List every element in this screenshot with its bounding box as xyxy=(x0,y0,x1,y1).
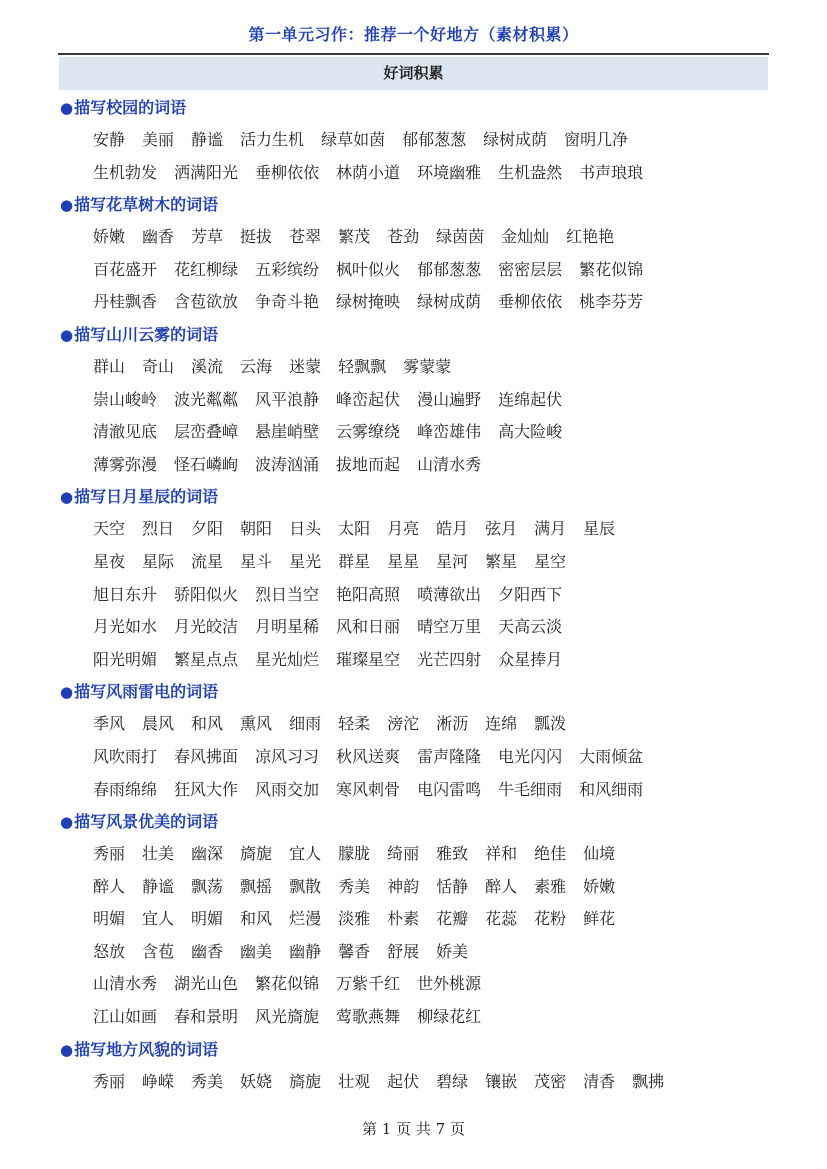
word-item: 夕阳西下 xyxy=(498,584,563,604)
word-item: 娇嫩 xyxy=(583,876,616,896)
section-heading xyxy=(0,1034,827,1066)
word-item: 星辰 xyxy=(583,519,616,539)
word-item: 峰峦雄伟 xyxy=(417,422,482,442)
word-item: 旖旎 xyxy=(289,1071,322,1091)
word-item: 熏风 xyxy=(240,714,273,734)
word-item: 湖光山色 xyxy=(174,974,239,994)
word-row xyxy=(0,644,827,677)
word-item: 怪石嶙峋 xyxy=(174,454,239,474)
word-item: 秀美 xyxy=(338,876,371,896)
word-item: 镶嵌 xyxy=(485,1071,518,1091)
word-item: 幽静 xyxy=(289,941,322,961)
section-heading xyxy=(0,189,827,221)
word-item: 花瓣 xyxy=(436,909,469,929)
word-item: 起伏 xyxy=(387,1071,420,1091)
word-item: 郁郁葱葱 xyxy=(402,130,467,149)
word-item: 茂密 xyxy=(534,1071,567,1091)
word-row xyxy=(0,384,827,417)
bullet-icon: ● xyxy=(60,813,74,832)
word-row xyxy=(0,903,827,936)
word-item: 江山如画 xyxy=(93,1007,158,1027)
word-item: 清澈见底 xyxy=(93,422,158,442)
word-item: 奇山 xyxy=(142,356,175,376)
word-item: 繁星点点 xyxy=(174,649,239,669)
word-row xyxy=(0,968,827,1001)
section-heading-text: 描写校园的词语 xyxy=(74,98,187,117)
word-item: 宜人 xyxy=(142,909,175,929)
word-item: 繁花似锦 xyxy=(255,974,320,994)
word-item: 垂柳依依 xyxy=(498,292,563,312)
word-item: 绿树掩映 xyxy=(336,292,401,312)
word-item: 风平浪静 xyxy=(255,389,320,409)
word-item: 祥和 xyxy=(485,844,518,864)
word-item: 醉人 xyxy=(93,876,126,896)
word-item: 月明星稀 xyxy=(255,617,320,637)
word-item: 绝佳 xyxy=(534,844,567,864)
word-item: 风光旖旎 xyxy=(255,1007,320,1027)
word-row xyxy=(0,579,827,612)
word-row xyxy=(0,774,827,807)
word-item: 晨风 xyxy=(142,714,175,734)
word-item: 雅致 xyxy=(436,844,469,864)
word-item: 滂沱 xyxy=(387,714,420,734)
word-item: 绮丽 xyxy=(387,844,420,864)
word-row xyxy=(0,351,827,384)
word-item: 朦胧 xyxy=(338,844,371,864)
word-item: 神韵 xyxy=(387,876,420,896)
word-item: 天高云淡 xyxy=(498,617,563,637)
word-item: 日头 xyxy=(289,519,322,539)
word-item: 挺拔 xyxy=(240,227,273,247)
word-item: 枫叶似火 xyxy=(336,259,401,279)
word-item: 烈日 xyxy=(142,519,175,539)
word-row xyxy=(0,513,827,546)
word-item: 山清水秀 xyxy=(417,454,482,474)
section-heading-text: 描写花草树木的词语 xyxy=(74,195,219,215)
word-item: 幽香 xyxy=(142,227,175,247)
word-item: 峥嵘 xyxy=(142,1071,175,1091)
word-item: 飘荡 xyxy=(191,876,224,896)
word-row xyxy=(0,416,827,449)
word-item: 波涛汹涌 xyxy=(255,454,320,474)
word-item: 明媚 xyxy=(93,909,126,929)
word-item: 悬崖峭壁 xyxy=(255,422,320,442)
word-item: 静谧 xyxy=(142,876,175,896)
section-heading xyxy=(0,92,827,124)
word-item: 舒展 xyxy=(387,941,420,961)
word-item: 云雾缭绕 xyxy=(336,422,401,442)
word-item: 安静 xyxy=(93,130,126,149)
section-heading xyxy=(0,481,827,513)
word-item: 丹桂飘香 xyxy=(93,292,158,312)
word-item: 壮美 xyxy=(142,844,175,864)
word-item: 百花盛开 xyxy=(93,259,158,279)
word-item: 生机盎然 xyxy=(498,162,563,182)
word-item: 飘拂 xyxy=(632,1071,665,1091)
section-heading-text: 描写日月星辰的词语 xyxy=(74,487,219,507)
word-item: 幽深 xyxy=(191,844,224,864)
word-item: 艳阳高照 xyxy=(336,584,401,604)
word-row xyxy=(0,254,827,287)
word-item: 电闪雷鸣 xyxy=(417,779,482,799)
word-item: 朝阳 xyxy=(240,519,273,539)
section-heading xyxy=(0,676,827,708)
word-item: 流星 xyxy=(191,551,224,571)
word-item: 凉风习习 xyxy=(255,746,320,766)
word-item: 旭日东升 xyxy=(93,584,158,604)
word-item: 迷蒙 xyxy=(289,356,322,376)
word-item: 绿草如茵 xyxy=(321,130,386,149)
word-item: 金灿灿 xyxy=(501,227,550,247)
bullet-icon: ● xyxy=(60,325,74,344)
word-item: 恬静 xyxy=(436,876,469,896)
section-banner: 好词积累 xyxy=(59,57,768,90)
word-item: 含苞欲放 xyxy=(174,292,239,312)
word-item: 静谧 xyxy=(191,130,224,149)
word-item: 淡雅 xyxy=(338,909,371,929)
word-item: 狂风大作 xyxy=(174,779,239,799)
word-item: 星际 xyxy=(142,551,175,571)
word-item: 幽美 xyxy=(240,941,273,961)
word-row xyxy=(0,1066,827,1099)
word-item: 活力生机 xyxy=(240,130,305,149)
word-item: 风和日丽 xyxy=(336,617,401,637)
title-divider xyxy=(58,53,769,55)
word-item: 风吹雨打 xyxy=(93,746,158,766)
word-item: 春和景明 xyxy=(174,1007,239,1027)
word-item: 秋风送爽 xyxy=(336,746,401,766)
word-item: 光芒四射 xyxy=(417,649,482,669)
word-item: 飘散 xyxy=(289,876,322,896)
word-item: 群星 xyxy=(338,551,371,571)
word-item: 繁茂 xyxy=(338,227,371,247)
word-item: 季风 xyxy=(93,714,126,734)
word-row xyxy=(0,708,827,741)
word-item: 雾蒙蒙 xyxy=(403,356,452,376)
word-item: 宜人 xyxy=(289,844,322,864)
word-item: 太阳 xyxy=(338,519,371,539)
word-item: 繁花似锦 xyxy=(579,259,644,279)
bullet-icon: ● xyxy=(60,1040,74,1059)
word-item: 娇嫩 xyxy=(93,227,126,247)
word-item: 生机勃发 xyxy=(93,162,158,182)
word-item: 璀璨星空 xyxy=(336,649,401,669)
word-item: 朴素 xyxy=(387,909,420,929)
section-heading-text: 描写风景优美的词语 xyxy=(74,812,219,832)
word-item: 烈日当空 xyxy=(255,584,320,604)
word-item: 细雨 xyxy=(289,714,322,734)
word-item: 崇山峻岭 xyxy=(93,389,158,409)
word-item: 溪流 xyxy=(191,356,224,376)
word-item: 桃李芬芳 xyxy=(579,292,644,312)
word-item: 星斗 xyxy=(240,551,273,571)
word-item: 馨香 xyxy=(338,941,371,961)
word-item: 绿树成荫 xyxy=(417,292,482,312)
word-item: 连绵 xyxy=(485,714,518,734)
word-item: 众星捧月 xyxy=(498,649,563,669)
word-item: 苍翠 xyxy=(289,227,322,247)
section-heading-text: 描写山川云雾的词语 xyxy=(74,324,219,344)
word-item: 芳草 xyxy=(191,227,224,247)
word-item: 和风 xyxy=(191,714,224,734)
word-item: 妖娆 xyxy=(240,1071,273,1091)
word-item: 天空 xyxy=(93,519,126,539)
word-item: 烂漫 xyxy=(289,909,322,929)
word-row xyxy=(0,449,827,482)
bullet-icon: ● xyxy=(60,196,74,215)
word-item: 星河 xyxy=(436,551,469,571)
word-item: 月亮 xyxy=(387,519,420,539)
word-item: 洒满阳光 xyxy=(174,162,239,182)
word-item: 高大险峻 xyxy=(498,422,563,442)
word-item: 皓月 xyxy=(436,519,469,539)
word-item: 飘摇 xyxy=(240,876,273,896)
word-item: 寒风刺骨 xyxy=(336,779,401,799)
word-item: 喷薄欲出 xyxy=(417,584,482,604)
word-item: 清香 xyxy=(583,1071,616,1091)
word-item: 美丽 xyxy=(142,130,175,149)
word-item: 群山 xyxy=(93,356,126,376)
word-item: 春风拂面 xyxy=(174,746,239,766)
word-item: 风雨交加 xyxy=(255,779,320,799)
word-item: 争奇斗艳 xyxy=(255,292,320,312)
word-item: 和风细雨 xyxy=(579,779,644,799)
word-item: 牛毛细雨 xyxy=(498,779,563,799)
word-item: 满月 xyxy=(534,519,567,539)
word-item: 花红柳绿 xyxy=(174,259,239,279)
word-item: 星夜 xyxy=(93,551,126,571)
word-item: 电光闪闪 xyxy=(498,746,563,766)
word-row xyxy=(0,871,827,904)
word-row xyxy=(0,157,827,190)
word-item: 层峦叠嶂 xyxy=(174,422,239,442)
word-row xyxy=(0,936,827,969)
word-item: 骄阳似火 xyxy=(174,584,239,604)
word-item: 旖旎 xyxy=(240,844,273,864)
word-item: 绿树成荫 xyxy=(483,130,548,149)
word-item: 阳光明媚 xyxy=(93,649,158,669)
word-item: 山清水秀 xyxy=(93,974,158,994)
word-item: 和风 xyxy=(240,909,273,929)
word-item: 绿茵茵 xyxy=(436,227,485,247)
word-item: 云海 xyxy=(240,356,273,376)
word-item: 密密层层 xyxy=(498,259,563,279)
bullet-icon: ● xyxy=(60,488,74,507)
word-item: 弦月 xyxy=(485,519,518,539)
word-item: 鲜花 xyxy=(583,909,616,929)
word-item: 醉人 xyxy=(485,876,518,896)
word-item: 碧绿 xyxy=(436,1071,469,1091)
word-item: 星星 xyxy=(387,551,420,571)
word-item: 波光粼粼 xyxy=(174,389,239,409)
word-item: 素雅 xyxy=(534,876,567,896)
word-row xyxy=(0,221,827,254)
word-item: 林荫小道 xyxy=(336,162,401,182)
word-item: 怒放 xyxy=(93,941,126,961)
word-row xyxy=(0,611,827,644)
section-heading-text: 描写地方风貌的词语 xyxy=(74,1039,219,1059)
section-heading xyxy=(0,319,827,351)
word-item: 瓢泼 xyxy=(534,714,567,734)
word-row xyxy=(0,124,827,157)
word-item: 窗明几净 xyxy=(564,130,629,149)
word-item: 晴空万里 xyxy=(417,617,482,637)
word-item: 垂柳依依 xyxy=(255,162,320,182)
word-item: 繁星 xyxy=(485,551,518,571)
word-item: 星光灿烂 xyxy=(255,649,320,669)
word-item: 月光如水 xyxy=(93,617,158,637)
word-sections xyxy=(0,92,827,1098)
word-item: 苍劲 xyxy=(387,227,420,247)
section-heading xyxy=(0,806,827,838)
word-item: 娇美 xyxy=(436,941,469,961)
word-item: 莺歌燕舞 xyxy=(336,1007,401,1027)
word-item: 明媚 xyxy=(191,909,224,929)
word-row xyxy=(0,1001,827,1034)
word-row xyxy=(0,546,827,579)
document-title: 第一单元习作：推荐一个好地方（素材积累） xyxy=(248,25,579,44)
word-item: 世外桃源 xyxy=(417,974,482,994)
word-item: 花粉 xyxy=(534,909,567,929)
word-item: 峰峦起伏 xyxy=(336,389,401,409)
word-item: 拔地而起 xyxy=(336,454,401,474)
word-item: 轻飘飘 xyxy=(338,356,387,376)
word-item: 壮观 xyxy=(338,1071,371,1091)
word-item: 郁郁葱葱 xyxy=(417,259,482,279)
word-item: 秀丽 xyxy=(93,1071,126,1091)
word-item: 万紫千红 xyxy=(336,974,401,994)
word-item: 柳绿花红 xyxy=(417,1007,482,1027)
word-item: 书声琅琅 xyxy=(579,162,644,182)
word-item: 环境幽雅 xyxy=(417,162,482,182)
word-item: 仙境 xyxy=(583,844,616,864)
word-row xyxy=(0,838,827,871)
word-item: 月光皎洁 xyxy=(174,617,239,637)
word-item: 星光 xyxy=(289,551,322,571)
word-item: 连绵起伏 xyxy=(498,389,563,409)
word-item: 秀美 xyxy=(191,1071,224,1091)
bullet-icon: ● xyxy=(60,99,74,117)
word-item: 秀丽 xyxy=(93,844,126,864)
word-item: 大雨倾盆 xyxy=(579,746,644,766)
word-item: 五彩缤纷 xyxy=(255,259,320,279)
word-item: 幽香 xyxy=(191,941,224,961)
word-item: 星空 xyxy=(534,551,567,571)
word-item: 轻柔 xyxy=(338,714,371,734)
word-item: 春雨绵绵 xyxy=(93,779,158,799)
word-item: 漫山遍野 xyxy=(417,389,482,409)
word-item: 红艳艳 xyxy=(566,227,615,247)
word-item: 雷声隆隆 xyxy=(417,746,482,766)
word-item: 薄雾弥漫 xyxy=(93,454,158,474)
word-item: 淅沥 xyxy=(436,714,469,734)
bullet-icon: ● xyxy=(60,683,74,702)
word-item: 夕阳 xyxy=(191,519,224,539)
word-item: 含苞 xyxy=(142,941,175,961)
word-row xyxy=(0,741,827,774)
page-footer: 第 1 页 共 7 页 xyxy=(362,1120,465,1138)
word-row xyxy=(0,286,827,319)
section-heading-text: 描写风雨雷电的词语 xyxy=(74,682,219,702)
word-item: 花蕊 xyxy=(485,909,518,929)
